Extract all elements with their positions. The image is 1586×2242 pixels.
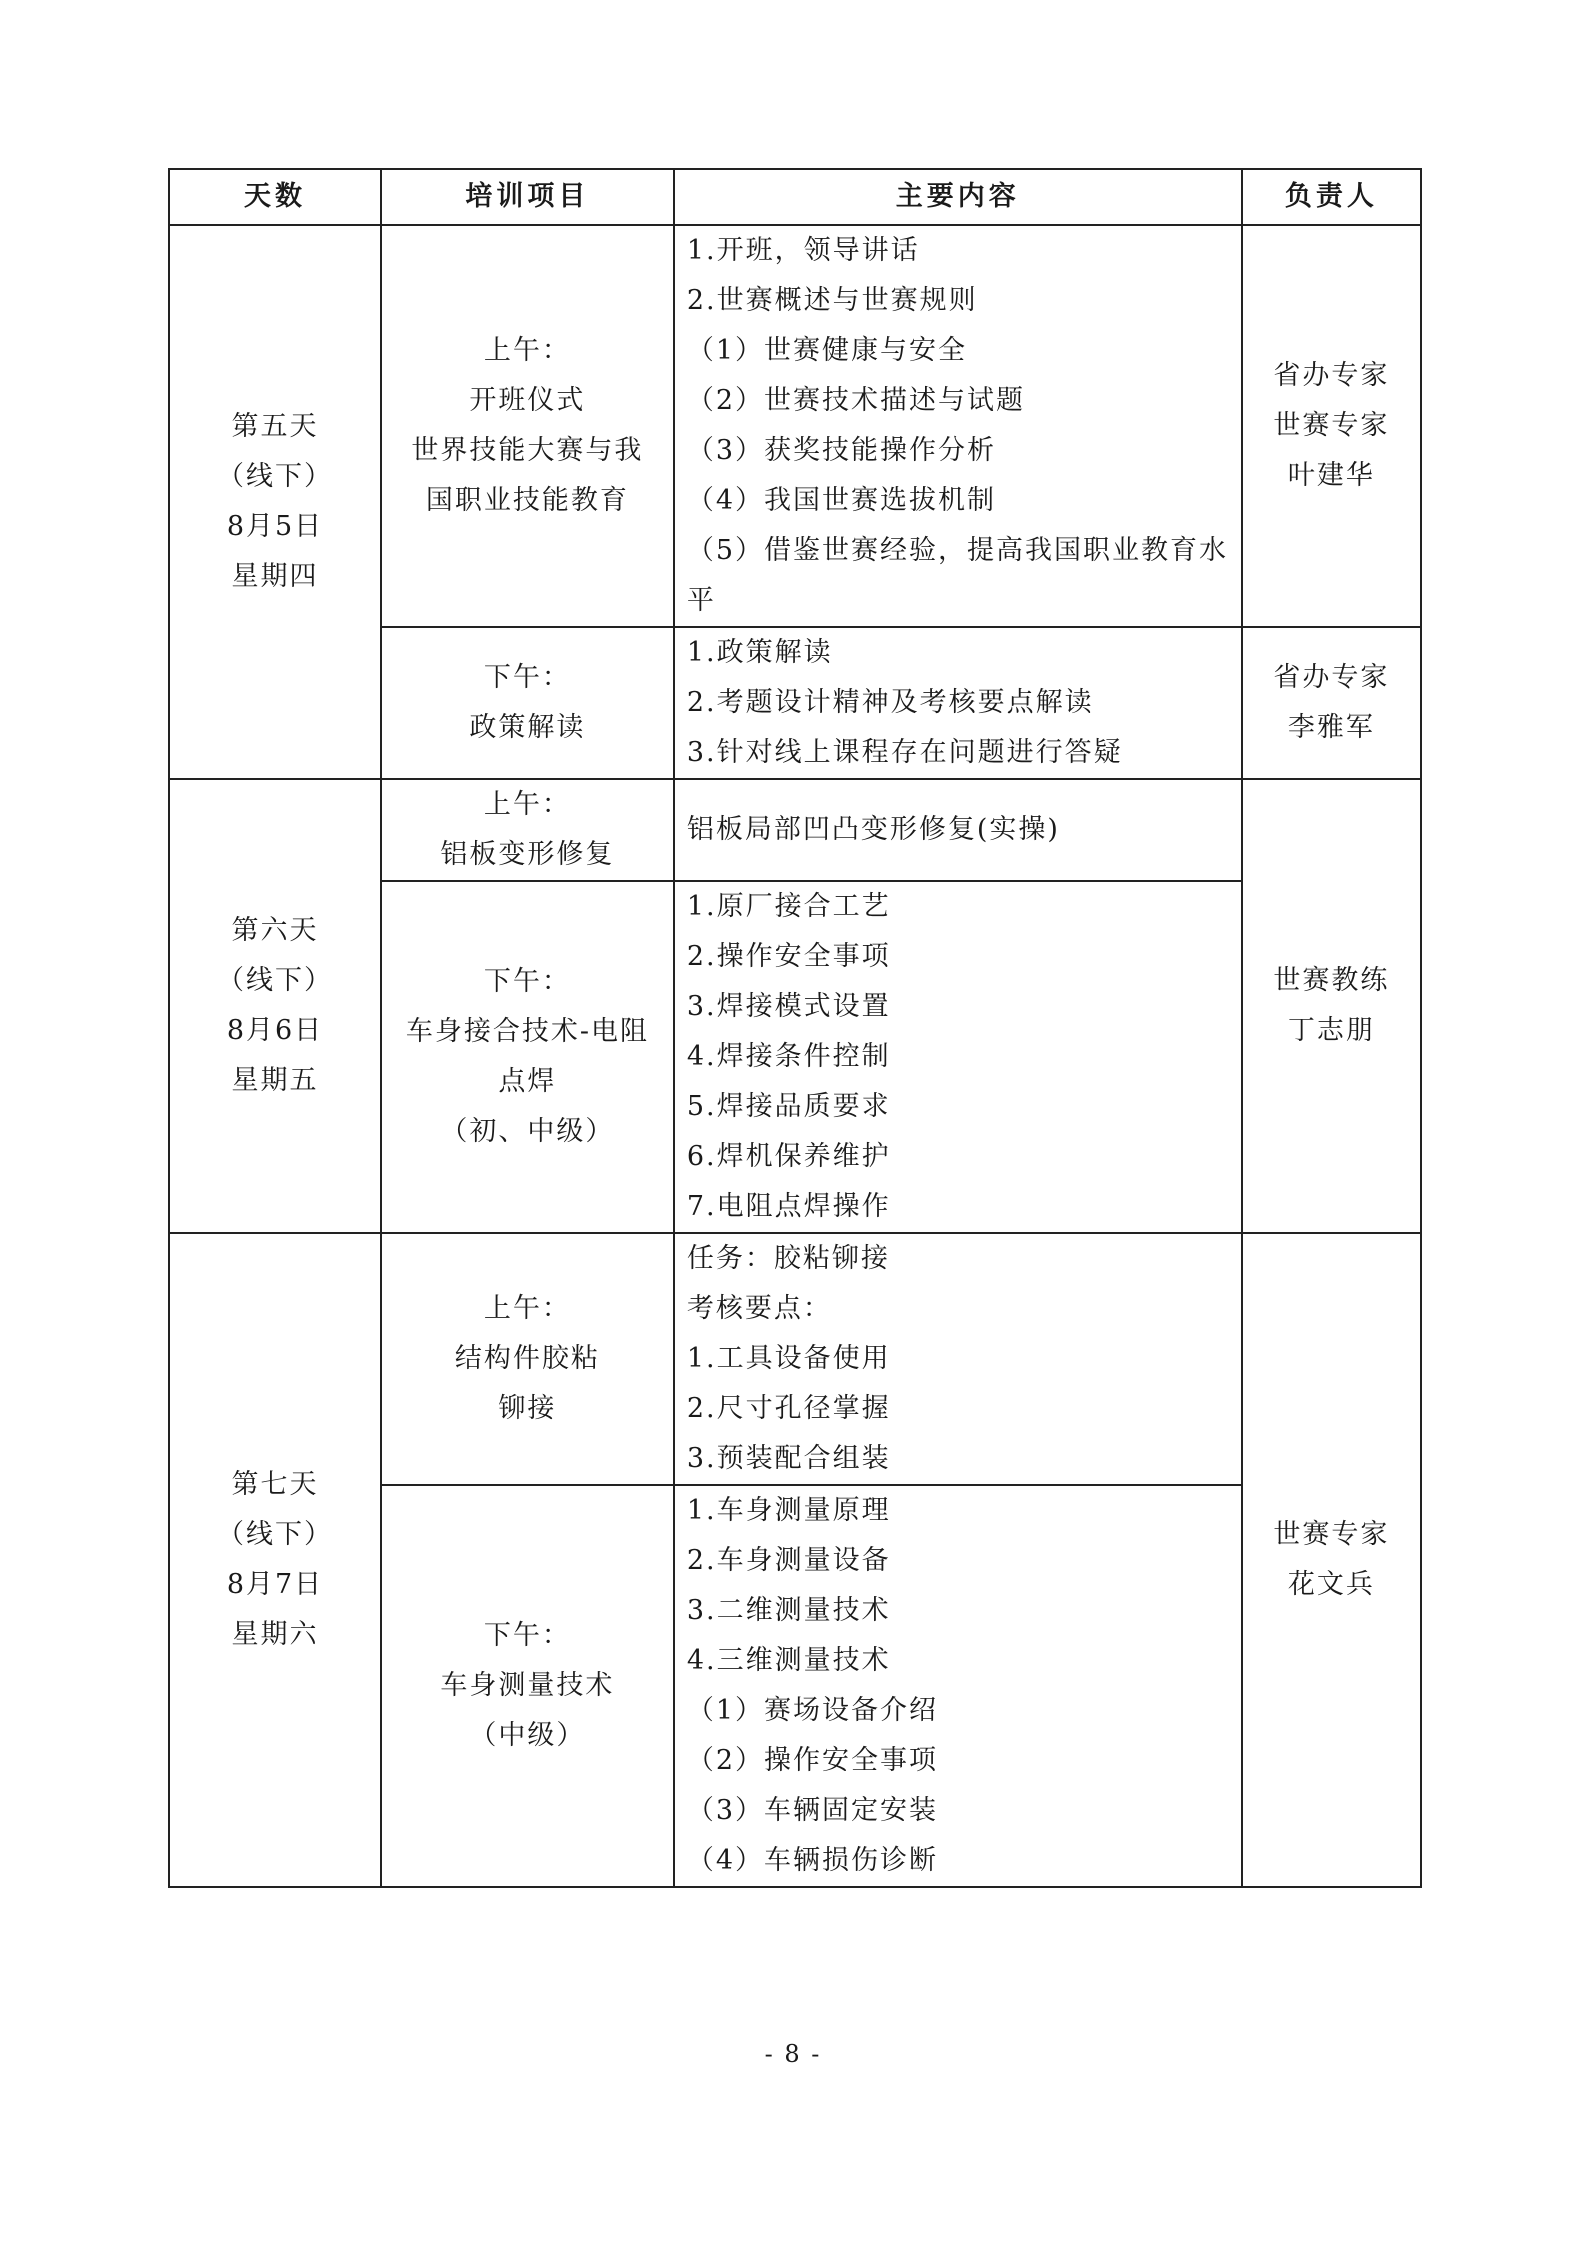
owner-line: 省办专家 [1273,662,1390,693]
owner-cell [1242,225,1421,627]
content-line: 1.原厂接合工艺 [686,891,891,922]
content-line: 1.车身测量原理 [686,1495,891,1526]
project-line: 点焊 [498,1066,557,1097]
content-line: （4）我国世赛选拔机制 [686,485,997,516]
content-cell [674,1485,1242,1887]
project-line: 车身接合技术-电阻 [405,1016,649,1047]
page-number: - 8 - [764,2040,822,2068]
project-cell [381,881,674,1233]
project-cell [381,779,674,881]
project-line: 政策解读 [469,712,586,743]
content-line: 2.车身测量设备 [686,1545,891,1576]
content-line: （3）获奖技能操作分析 [686,435,997,466]
project-line: （中级） [469,1720,586,1751]
content-line: 3.针对线上课程存在问题进行答疑 [686,737,1123,768]
project-line: 上午： [483,1293,571,1324]
project-line: 下午： [483,966,571,997]
content-line: 2.世赛概述与世赛规则 [686,285,978,316]
table-row [169,225,1421,627]
content-line: 2.尺寸孔径掌握 [686,1393,891,1424]
day-line: 8月7日 [226,1569,324,1600]
content-line: 4.三维测量技术 [686,1645,891,1676]
day-line: 星期四 [231,561,319,592]
owner-line: 省办专家 [1273,360,1390,391]
content-line: （5）借鉴世赛经验，提高我国职业教育水平 [686,535,1229,616]
day-line: （线下） [217,461,334,492]
content-line: 2.考题设计精神及考核要点解读 [686,687,1094,718]
schedule-table [168,168,1422,1888]
content-cell [674,1233,1242,1485]
content-line: （2）世赛技术描述与试题 [686,385,1026,416]
project-cell [381,1485,674,1887]
day-line: 8月5日 [226,511,324,542]
day-line: 星期六 [231,1619,319,1650]
header-project: 培训项目 [381,169,674,225]
day-line: 第五天 [231,411,319,442]
table-row [169,1233,1421,1485]
header-days: 天数 [169,169,381,225]
owner-cell [1242,1233,1421,1887]
table-header-row [169,169,1421,225]
day-cell [169,779,381,1233]
owner-cell [1242,627,1421,779]
content-cell [674,779,1242,881]
content-line: 1.开班，领导讲话 [686,235,920,266]
content-line: 1.工具设备使用 [686,1343,891,1374]
day-line: （线下） [217,1519,334,1550]
project-line: 上午： [483,335,571,366]
content-line: 3.预装配合组装 [686,1443,891,1474]
content-line: 7.电阻点焊操作 [686,1191,891,1222]
project-line: 车身测量技术 [440,1670,615,1701]
project-line: （初、中级） [440,1116,615,1147]
content-line: （1）世赛健康与安全 [686,335,968,366]
project-line: 结构件胶粘 [454,1343,600,1374]
content-line: （2）操作安全事项 [686,1745,939,1776]
project-line: 世界技能大赛与我 [411,435,644,466]
content-line: （4）车辆损伤诊断 [686,1845,939,1876]
project-line: 下午： [483,1620,571,1651]
owner-line: 世赛专家 [1273,410,1390,441]
header-owner: 负责人 [1242,169,1421,225]
content-line: 3.二维测量技术 [686,1595,891,1626]
project-cell [381,1233,674,1485]
owner-cell [1242,779,1421,1233]
content-line: 4.焊接条件控制 [686,1041,891,1072]
content-line: 考核要点： [686,1293,832,1324]
content-line: （1）赛场设备介绍 [686,1695,939,1726]
owner-line: 世赛专家 [1273,1519,1390,1550]
day-line: 星期五 [231,1065,319,1096]
day-cell [169,1233,381,1887]
owner-line: 丁志朋 [1287,1015,1375,1046]
day-line: （线下） [217,965,334,996]
project-cell [381,225,674,627]
day-line: 8月6日 [226,1015,324,1046]
project-line: 铆接 [498,1393,557,1424]
owner-line: 叶建华 [1287,460,1375,491]
project-line: 开班仪式 [469,385,586,416]
content-line: 5.焊接品质要求 [686,1091,891,1122]
content-cell [674,225,1242,627]
project-line: 铝板变形修复 [440,839,615,870]
project-line: 上午： [483,789,571,820]
content-line: 1.政策解读 [686,637,833,668]
day-line: 第七天 [231,1469,319,1500]
day-line: 第六天 [231,915,319,946]
owner-line: 世赛教练 [1273,965,1390,996]
content-cell [674,627,1242,779]
content-line: 3.焊接模式设置 [686,991,891,1022]
content-line: 铝板局部凹凸变形修复(实操) [686,814,1060,845]
content-cell [674,881,1242,1233]
project-line: 下午： [483,662,571,693]
owner-line: 花文兵 [1287,1569,1375,1600]
project-cell [381,627,674,779]
content-line: 2.操作安全事项 [686,941,891,972]
content-line: 任务：胶粘铆接 [686,1243,890,1274]
day-cell [169,225,381,779]
owner-line: 李雅军 [1287,712,1375,743]
content-line: 6.焊机保养维护 [686,1141,891,1172]
project-line: 国职业技能教育 [425,485,629,516]
table-row [169,779,1421,881]
header-content: 主要内容 [674,169,1242,225]
content-line: （3）车辆固定安装 [686,1795,939,1826]
